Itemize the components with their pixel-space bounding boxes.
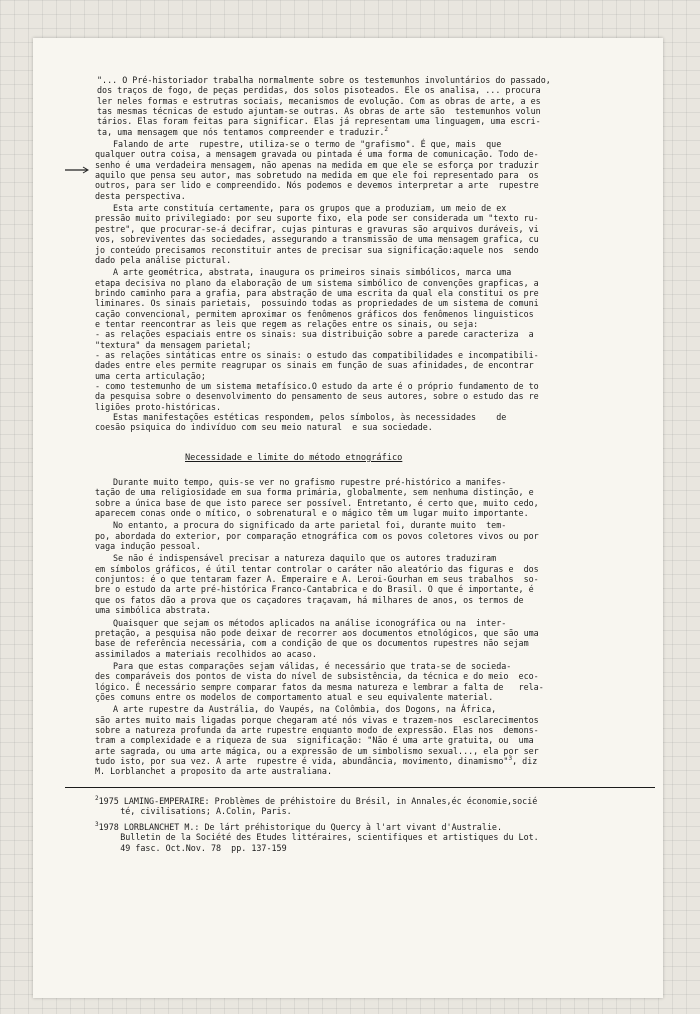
section-title: Necessidade e limite do método etnográfico bbox=[185, 452, 403, 463]
paragraph-manifestacoes: Estas manifestações estéticas respondem, pelos símbolos, às necessidades de coesão psiquica do indivíduo com seu meio natural e sua sociedade. bbox=[95, 412, 507, 433]
list-item-relacoes-espaciais: - as relações espaciais entre os sinais: sua distribuição sobre a parede caracteriza a "textura" da mensagem parietal; bbox=[95, 329, 534, 350]
paragraph-arte-australia: A arte rupestre da Austrália, do Vaupés, na Colômbia, dos Dogons, na África, são artes muito mais ligadas porque chegaram até nós vivas e trazem-nos esclarecimentos sobre a natureza profunda da arte rupestre enquanto modo de expressão. Elas nos demons- tram a complexidade e a riqueza de sua significação: "Não é uma arte gratuita, ou uma arte sagrada, ou uma arte mágica, ou a expressão de um simbolismo sexual..., ela por ser tudo isto, por sua vez. A arte rupestre é vida, abundância, movimento, dinamismo"$^3$, diz M. Lorblanchet a proposito da arte australiana. bbox=[95, 704, 539, 777]
paragraph-quaisquer: Quaisquer que sejam os métodos aplicados na análise iconográfica ou na inter- pretação, a pesquisa não pode deixar de recorrer aos documentos etnológicos, que são uma base de referência necessária, com a condição de que os documentos rupestres não sejam assimilados a materiais recolhidos ao acaso. bbox=[95, 617, 539, 659]
footnote-ref-2: 2 bbox=[384, 125, 389, 133]
paragraph-durante-muito-tempo: Durante muito tempo, quis-se ver no grafismo rupestre pré-histórico a manifes- tação de uma religiosidade em sua forma primária, globalmente, sem nenhuma distinção, e sobre a única base de que isto parece ser possível. Entretanto, é certo que, muito cedo, aparecem conas onde o mítico, o sobrenatural e o mágico têm um lugar muito importante. bbox=[95, 477, 539, 519]
footnote-3: $^3$1978 LORBLANCHET M.: De lárt préhistorique du Quercy à l'art vivant d'Australie. Bulletin de la Société des Etudes littéraires, scientifiques et artistiques du Lot. 49 fasc. Oct.Nov. 78 pp. 137-159 bbox=[95, 821, 539, 853]
paragraph-no-entanto: No entanto, a procura do significado da arte parietal foi, durante muito tem- po, abordada do exterior, por comparação etnográfica com os povos coletores vivos ou por vaga indução pessoal. bbox=[95, 520, 539, 552]
margin-arrow-mark bbox=[63, 166, 91, 174]
paragraph-texto-rupestre: Esta arte constituía certamente, para os grupos que a produziam, um meio de ex pressão muito privilegiado: por seu suporte fixo, ela pode ser considerada um "texto ru- pestre", que procurar-se-á decifrar, cujas pinturas e gravuras são arquivos duráveis, vi vos, sobreviventes das sociedades, assegurando a transmissão de uma mensagem grafica, cu jo conteúdo precisamos reconstituir antes de precisar sua significação:aquele nos sendo dado pela análise pictural. bbox=[95, 203, 539, 265]
list-item-relacoes-sintaticas: - as relações sintáticas entre os sinais: o estudo das compatibilidades e incompatibili- dades entre eles permite reagrupar os sinais em função de suas afinidades, de encontrar uma certa articulação; bbox=[95, 349, 539, 381]
footnote-2: $^2$1975 LAMING-EMPERAIRE: Problèmes de préhistoire du Brésil, in Annales,éc économie,socié té, civilisations; A.Colin, Paris. bbox=[95, 794, 538, 816]
document-body bbox=[95, 75, 655, 857]
footnote-ref-3: 3 bbox=[508, 755, 513, 763]
paragraph-se-nao: Se não é indispensável precisar a natureza daquilo que os autores traduziram em símbolos gráficos, é útil tentar controlar o caráter não aleatório das figuras e dos conjuntos: é o que tentaram fazer A. Emperaire e A. Leroi-Gourhan em seus trabalhos so- bre o estudo da arte pré-histórica Franco-Cantabrica e do Brasil. O que é importante, é que os fatos dão a prova que os caçadores traçavam, há milhares de anos, os termos de uma simbólica abstrata. bbox=[95, 553, 539, 616]
list-item-sistema-metafisico: - como testemunho de um sistema metafísico.O estudo da arte é o próprio fundamento de to da pesquisa sobre o desenvolvimento do pensamento de seus autores, sobre o estudo das re ligiões proto-históricas. bbox=[95, 380, 539, 412]
paragraph-quote-intro: "... O Pré-historiador trabalha normalmente sobre os testemunhos involuntários do passado, dos traços de fogo, de peças perdidas, dos solos pisoteados. Ele os analisa, ... procura ler neles formas e estrutras sociais, mecanismos de evolução. Com as obras de arte, a es tas mesmas técnicas de estudo ajuntam-se outras. As obras de arte são testemunhos volun tários. Elas foram feitas para significar. Elas já representam uma linguagem, uma escri- ta, uma mensagem que nós tentamos compreender e traduzir.$^2$ bbox=[97, 75, 551, 137]
paragraph-arte-geometrica: A arte geométrica, abstrata, inaugura os primeiros sinais simbólicos, marca uma etapa decisiva no plano da elaboração de um sistema simbólico de convenções grapficas, a brindo caminho para a grafia, para abstração de uma escrita da qual ela constitui os pre liminares. Os sinais parietais, possuindo todas as propriedades de um sistema de comuni cação convencional, permitem aproximar os fenômenos gráficos dos fenômenos linguisticos e tentar reencontrar as leis que regem as relações entre os sinais, ou seja: bbox=[95, 267, 539, 329]
document-page bbox=[33, 38, 663, 998]
footnote-divider bbox=[65, 787, 655, 788]
paragraph-comparacoes: Para que estas comparações sejam válidas, é necessário que trata-se de socieda- des comparáveis dos pontos de vista do nível de subsistência, da técnica e do meio eco- lógico. É necessário sempre comparar fatos da mesma natureza e lembrar a falta de rela- ções comuns entre os modelos de comportamento atual e seu equivalente material. bbox=[95, 660, 544, 702]
paragraph-grafismo: Falando de arte rupestre, utiliza-se o termo de "grafismo". É que, mais que qualquer outra coisa, a mensagem gravada ou pintada é uma forma de comunicação. Todo de- senho é uma verdadeira mensagem, não apenas na medida em que ele se esforça por traduzir aquilo que pensa seu autor, mas sobretudo na medida em que ele foi representado para os outros, para ser lido e compreendido. Nós podemos e devemos interpretar a arte rupestre desta perspectiva. bbox=[95, 139, 539, 201]
